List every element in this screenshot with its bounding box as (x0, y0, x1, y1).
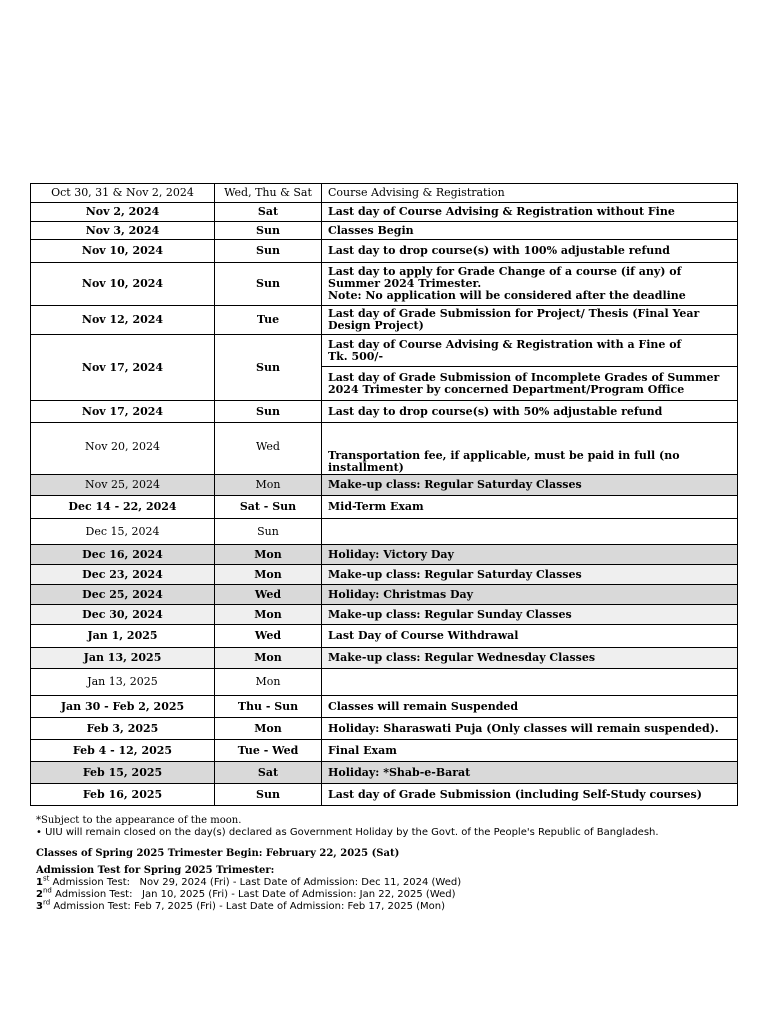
date-cell: Jan 13, 2025 (31, 648, 215, 669)
date-cell: Dec 15, 2024 (31, 519, 215, 545)
event-note: Note: No application will be considered after the deadline (328, 289, 686, 302)
table-row (31, 648, 738, 669)
table-row (31, 696, 738, 718)
event-cell: Last day to drop course(s) with 100% adjustable refund (322, 240, 738, 263)
table-row (31, 762, 738, 784)
event-cell: Last Day of Course Withdrawal (322, 625, 738, 648)
table-row (31, 605, 738, 625)
event-cell: Make-up class: Regular Wednesday Classes (322, 648, 738, 669)
event-cell: Classes will remain Suspended (322, 696, 738, 718)
event-cell: Make-up class: Regular Saturday Classes (322, 565, 738, 585)
date-cell: Nov 17, 2024 (31, 401, 215, 423)
event-cell: Final Exam (322, 740, 738, 762)
date-cell: Nov 10, 2024 (31, 240, 215, 263)
event-cell (322, 519, 738, 545)
date-cell: Nov 12, 2024 (31, 306, 215, 335)
table-row (31, 784, 738, 806)
event-cell: Holiday: Victory Day (322, 545, 738, 565)
day-cell: Tue (215, 306, 322, 335)
day-cell: Thu - Sun (215, 696, 322, 718)
date-cell: Nov 17, 2024 (31, 335, 215, 401)
date-cell: Feb 15, 2025 (31, 762, 215, 784)
table-row (31, 240, 738, 263)
date-cell: Nov 3, 2024 (31, 222, 215, 240)
event-cell: Make-up class: Regular Saturday Classes (322, 475, 738, 496)
table-row (31, 475, 738, 496)
table-row (31, 306, 738, 335)
day-cell: Mon (215, 648, 322, 669)
event-cell: Last day of Grade Submission (including Self-Study courses) (322, 784, 738, 806)
date-cell: Dec 30, 2024 (31, 605, 215, 625)
day-cell: Sat (215, 203, 322, 222)
day-cell: Sun (215, 240, 322, 263)
event-cell: Last day of Grade Submission of Incomplete Grades of Summer 2024 Trimester by concerned Department/Program Office (322, 367, 738, 401)
table-row (31, 222, 738, 240)
day-cell: Wed (215, 585, 322, 605)
event-cell: Course Advising & Registration (322, 184, 738, 203)
event-cell: Last day of Grade Submission for Project/ Thesis (Final Year Design Project) (322, 306, 738, 335)
date-cell: Nov 2, 2024 (31, 203, 215, 222)
day-cell: Sun (215, 222, 322, 240)
day-cell: Wed (215, 625, 322, 648)
footnotes (36, 815, 659, 913)
table-row (31, 519, 738, 545)
government-holiday-note: • UIU will remain closed on the day(s) declared as Government Holiday by the Govt. of the People's Republic of Bangladesh. (36, 827, 659, 838)
day-cell: Mon (215, 605, 322, 625)
event-cell: Last day to drop course(s) with 50% adjustable refund (322, 401, 738, 423)
event-cell: Holiday: Sharaswati Puja (Only classes will remain suspended). (322, 718, 738, 740)
spring-begin-note: Classes of Spring 2025 Trimester Begin: February 22, 2025 (Sat) (36, 848, 400, 859)
day-cell: Sun (215, 263, 322, 306)
table-row (31, 565, 738, 585)
event-cell: Make-up class: Regular Sunday Classes (322, 605, 738, 625)
table-row (31, 625, 738, 648)
event-text: Last day to apply for Grade Change of a course (if any) of Summer 2024 Trimester. (328, 265, 682, 290)
event-cell: Classes Begin (322, 222, 738, 240)
table-row (31, 335, 738, 367)
date-cell: Nov 10, 2024 (31, 263, 215, 306)
date-cell: Dec 16, 2024 (31, 545, 215, 565)
event-cell: Last day of Course Advising & Registration with a Fine of Tk. 500/- (322, 335, 738, 367)
table-row (31, 203, 738, 222)
table-row (31, 184, 738, 203)
day-cell: Sun (215, 519, 322, 545)
event-cell: Holiday: *Shab-e-Barat (322, 762, 738, 784)
date-cell: Nov 20, 2024 (31, 423, 215, 475)
table-row (31, 496, 738, 519)
academic-calendar-table (30, 183, 738, 806)
event-cell: Last day of Course Advising & Registration without Fine (322, 203, 738, 222)
day-cell: Sun (215, 401, 322, 423)
table-row (31, 401, 738, 423)
event-cell: Holiday: Christmas Day (322, 585, 738, 605)
event-cell (322, 263, 738, 306)
day-cell: Mon (215, 545, 322, 565)
table-row (31, 718, 738, 740)
day-cell: Mon (215, 669, 322, 696)
table-row (31, 669, 738, 696)
date-cell: Nov 25, 2024 (31, 475, 215, 496)
event-cell: Mid-Term Exam (322, 496, 738, 519)
table-row (31, 423, 738, 475)
admission-heading: Admission Test for Spring 2025 Trimester: (36, 865, 275, 876)
admission-test-1: 1st Admission Test: Nov 29, 2024 (Fri) - Last Date of Admission: Dec 11, 2024 (Wed) (36, 874, 462, 888)
table-row (31, 585, 738, 605)
day-cell: Sun (215, 335, 322, 401)
day-cell: Sun (215, 784, 322, 806)
day-cell: Tue - Wed (215, 740, 322, 762)
date-cell: Feb 4 - 12, 2025 (31, 740, 215, 762)
event-cell (322, 669, 738, 696)
day-cell: Mon (215, 565, 322, 585)
date-cell: Oct 30, 31 & Nov 2, 2024 (31, 184, 215, 203)
date-cell: Dec 14 - 22, 2024 (31, 496, 215, 519)
table-row (31, 263, 738, 306)
event-cell: Transportation fee, if applicable, must be paid in full (no installment) (322, 423, 738, 475)
day-cell: Sat - Sun (215, 496, 322, 519)
date-cell: Jan 30 - Feb 2, 2025 (31, 696, 215, 718)
date-cell: Dec 25, 2024 (31, 585, 215, 605)
day-cell: Mon (215, 718, 322, 740)
date-cell: Feb 3, 2025 (31, 718, 215, 740)
day-cell: Wed (215, 423, 322, 475)
day-cell: Mon (215, 475, 322, 496)
date-cell: Jan 1, 2025 (31, 625, 215, 648)
moon-note: *Subject to the appearance of the moon. (36, 815, 242, 826)
admission-test-2: 2nd Admission Test: Jan 10, 2025 (Fri) - Last Date of Admission: Jan 22, 2025 (Wed) (36, 886, 456, 900)
date-cell: Jan 13, 2025 (31, 669, 215, 696)
day-cell: Wed, Thu & Sat (215, 184, 322, 203)
date-cell: Feb 16, 2025 (31, 784, 215, 806)
table-row (31, 545, 738, 565)
admission-test-3: 3rd Admission Test: Feb 7, 2025 (Fri) - Last Date of Admission: Feb 17, 2025 (Mon) (36, 898, 445, 912)
day-cell: Sat (215, 762, 322, 784)
table-row (31, 740, 738, 762)
date-cell: Dec 23, 2024 (31, 565, 215, 585)
